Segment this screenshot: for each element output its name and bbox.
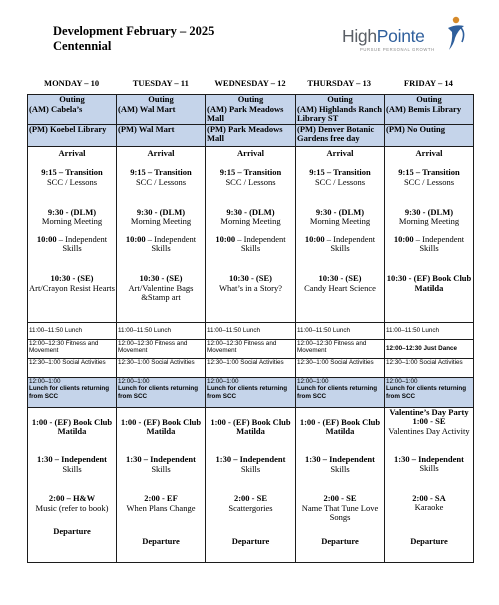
returning-cell bbox=[206, 377, 296, 407]
fitness-cell: 12:00–12:30 Fitness and Movement bbox=[206, 339, 296, 358]
logo-figure-icon bbox=[440, 14, 470, 54]
indep-sub-pm: Skills bbox=[240, 463, 261, 474]
indep-sub-pm: Skills bbox=[62, 463, 82, 474]
dlm-sub: Morning Meeting bbox=[220, 216, 281, 227]
dlm-time: 9:30 - (DLM) bbox=[226, 206, 275, 217]
returning-row bbox=[28, 377, 474, 407]
bookclub-book: Matilda bbox=[57, 426, 87, 437]
day-header-tuesday: TUESDAY – 11 bbox=[132, 78, 189, 88]
lunch-row bbox=[28, 322, 474, 339]
indep-time-pm: 1:30 – Independent bbox=[37, 453, 107, 464]
valentine-text: Valentines Day Activity bbox=[388, 425, 470, 436]
last-text: Music (refer to book) bbox=[35, 502, 109, 513]
lunch-cell: 11:00–11:50 Lunch bbox=[117, 322, 206, 339]
returning-time: 12:00–1:00 bbox=[207, 377, 239, 385]
indep-time: 10:00 bbox=[304, 233, 325, 244]
social-cell: 12:30–1:00 Social Activities bbox=[296, 358, 385, 377]
bookclub-book: Matilda bbox=[325, 426, 355, 437]
am-outing-text: (AM) Wal Mart bbox=[118, 103, 176, 114]
bookclub-book: Matilda bbox=[236, 426, 265, 437]
dlm-sub: Morning Meeting bbox=[41, 216, 103, 227]
transition-sub: SCC / Lessons bbox=[403, 176, 455, 187]
fitness-row bbox=[28, 339, 474, 358]
indep-time: 10:00 bbox=[215, 233, 236, 244]
transition-time: 9:15 – Transition bbox=[41, 167, 103, 178]
day-header-thursday: THURSDAY – 13 bbox=[307, 78, 372, 88]
indep-sub: Skills bbox=[419, 243, 439, 254]
activity-text: Candy Heart Science bbox=[304, 282, 376, 293]
activity-time: 10:30 - (EF) Book Club bbox=[386, 272, 472, 283]
last-time: 2:00 - SE bbox=[323, 493, 357, 504]
activity-extra: Matilda bbox=[414, 282, 444, 293]
transition-time: 9:15 – Transition bbox=[309, 167, 371, 178]
dlm-sub: Morning Meeting bbox=[130, 216, 192, 227]
indep-sub: Skills bbox=[240, 243, 261, 254]
returning-cell bbox=[28, 377, 117, 407]
pm-outing-cell: (PM) Park Meadows Mall bbox=[206, 124, 296, 146]
dlm-time: 9:30 - (DLM) bbox=[315, 206, 365, 217]
returning-time: 12:00–1:00 bbox=[386, 377, 418, 385]
transition-sub: SCC / Lessons bbox=[225, 176, 276, 187]
am-outing-text: (AM) Bemis Library bbox=[386, 103, 462, 114]
returning-cell bbox=[296, 377, 385, 407]
last-text: Name That Tune Love Songs bbox=[301, 502, 379, 523]
arrival-label: Arrival bbox=[415, 147, 443, 158]
indep-sub-pm: Skills bbox=[330, 463, 350, 474]
fitness-cell-friday: 12:00–12:30 Just Dance bbox=[385, 339, 474, 358]
returning-cell bbox=[117, 377, 206, 407]
dlm-sub: Morning Meeting bbox=[309, 216, 371, 227]
outing-label: Outing bbox=[327, 94, 353, 104]
day-header-friday: FRIDAY – 14 bbox=[403, 78, 453, 88]
dlm-sub: Morning Meeting bbox=[398, 216, 460, 227]
transition-sub: SCC / Lessons bbox=[314, 176, 366, 187]
last-time: 2:00 - EF bbox=[144, 493, 178, 504]
am-outing-cell bbox=[296, 95, 385, 125]
logo-tagline: PURSUE PERSONAL GROWTH bbox=[360, 47, 435, 52]
fitness-cell: 12:00–12:30 Fitness and Movement bbox=[117, 339, 206, 358]
activity-text: Art/Crayon Resist Hearts bbox=[29, 282, 115, 293]
indep-time-pm: 1:30 – Independent bbox=[215, 453, 286, 464]
returning-time: 12:00–1:00 bbox=[118, 377, 150, 385]
afternoon-cell-monday bbox=[28, 407, 117, 562]
am-outing-cell bbox=[206, 95, 296, 125]
indep-label: – Independent bbox=[413, 233, 465, 244]
last-text: When Plans Change bbox=[126, 502, 196, 513]
pm-outing-row bbox=[28, 124, 474, 146]
returning-time: 12:00–1:00 bbox=[297, 377, 329, 385]
departure-label: Departure bbox=[53, 526, 91, 537]
arrival-label: Arrival bbox=[147, 147, 175, 158]
indep-time: 10:00 bbox=[393, 233, 414, 244]
transition-sub: SCC / Lessons bbox=[135, 176, 187, 187]
indep-sub-pm: Skills bbox=[419, 463, 439, 474]
logo-wordmark: HighPointe bbox=[342, 26, 425, 46]
activity-time: 10:30 - (SE) bbox=[139, 272, 183, 283]
departure-label: Departure bbox=[321, 535, 359, 546]
dlm-time: 9:30 - (DLM) bbox=[47, 206, 97, 217]
am-outing-row bbox=[28, 95, 474, 125]
day-header-wednesday: WEDNESDAY – 12 bbox=[214, 78, 286, 88]
morning-cell-monday bbox=[28, 146, 117, 322]
indep-label: – Independent bbox=[56, 233, 108, 244]
bookclub-time: 1:00 - (EF) Book Club bbox=[299, 416, 381, 427]
indep-label: – Independent bbox=[235, 233, 286, 244]
transition-time: 9:15 – Transition bbox=[130, 167, 192, 178]
last-time: 2:00 – H&W bbox=[48, 493, 96, 504]
morning-cell-friday bbox=[385, 146, 474, 322]
indep-time-pm: 1:30 – Independent bbox=[394, 453, 464, 464]
afternoon-cell-tuesday bbox=[117, 407, 206, 562]
returning-time: 12:00–1:00 bbox=[29, 377, 61, 385]
day-header-monday: MONDAY – 10 bbox=[44, 78, 100, 88]
activity-text: Art/Valentine Bags &Stamp art bbox=[128, 282, 194, 303]
bookclub-time: 1:00 - (EF) Book Club bbox=[31, 416, 113, 427]
last-time: 2:00 - SE bbox=[233, 493, 268, 504]
transition-sub: SCC / Lessons bbox=[46, 176, 98, 187]
returning-text: Lunch for clients returning from SCC bbox=[297, 385, 378, 400]
morning-cell-tuesday bbox=[117, 146, 206, 322]
arrival-label: Arrival bbox=[58, 147, 86, 158]
pm-outing-cell: (PM) No Outing bbox=[385, 124, 474, 146]
pm-outing-cell: (PM) Koebel Library bbox=[28, 124, 117, 146]
departure-label: Departure bbox=[410, 535, 448, 546]
am-outing-cell bbox=[385, 95, 474, 125]
weekday-header bbox=[27, 78, 473, 88]
am-outing-text: (AM) Cabela’s bbox=[29, 103, 83, 114]
activity-time: 10:30 - (SE) bbox=[318, 272, 362, 283]
social-cell: 12:30–1:00 Social Activities bbox=[206, 358, 296, 377]
returning-text: Lunch for clients returning from SCC bbox=[207, 385, 288, 400]
returning-text: Lunch for clients returning from SCC bbox=[118, 385, 199, 400]
indep-time: 10:00 bbox=[36, 233, 57, 244]
indep-sub-pm: Skills bbox=[151, 463, 171, 474]
am-outing-text: (AM) Highlands Ranch Library ST bbox=[297, 103, 383, 124]
indep-label: – Independent bbox=[324, 233, 376, 244]
schedule-table bbox=[27, 94, 474, 563]
dlm-time: 9:30 - (DLM) bbox=[404, 206, 454, 217]
departure-label: Departure bbox=[231, 536, 270, 547]
bookclub-book: Matilda bbox=[146, 426, 176, 437]
afternoon-cell-wednesday bbox=[206, 407, 296, 562]
fitness-cell: 12:00–12:30 Fitness and Movement bbox=[296, 339, 385, 358]
pm-outing-cell: (PM) Wal Mart bbox=[117, 124, 206, 146]
am-outing-text: (AM) Park Meadows Mall bbox=[207, 103, 284, 124]
afternoon-cell-thursday bbox=[296, 407, 385, 562]
pm-outing-cell: (PM) Denver Botanic Gardens free day bbox=[296, 124, 385, 146]
lunch-cell: 11:00–11:50 Lunch bbox=[385, 322, 474, 339]
lunch-cell: 11:00–11:50 Lunch bbox=[206, 322, 296, 339]
activity-text: What’s in a Story? bbox=[218, 282, 283, 293]
afternoon-row bbox=[28, 407, 474, 562]
arrival-label: Arrival bbox=[326, 147, 354, 158]
arrival-label: Arrival bbox=[237, 147, 264, 158]
outing-label: Outing bbox=[416, 94, 442, 104]
returning-text: Lunch for clients returning from SCC bbox=[386, 385, 467, 400]
social-cell: 12:30–1:00 Social Activities bbox=[385, 358, 474, 377]
indep-sub: Skills bbox=[62, 243, 82, 254]
outing-label: Outing bbox=[59, 94, 85, 104]
lunch-cell: 11:00–11:50 Lunch bbox=[28, 322, 117, 339]
morning-row bbox=[28, 146, 474, 322]
morning-cell-thursday bbox=[296, 146, 385, 322]
highpointe-logo bbox=[340, 14, 470, 58]
returning-text: Lunch for clients returning from SCC bbox=[29, 385, 110, 400]
outing-label: Outing bbox=[148, 94, 174, 104]
bookclub-time: 1:00 - (EF) Book Club bbox=[120, 416, 202, 427]
indep-time-pm: 1:30 – Independent bbox=[305, 453, 375, 464]
indep-sub: Skills bbox=[330, 243, 350, 254]
indep-sub: Skills bbox=[151, 243, 171, 254]
last-time: 2:00 - SA bbox=[412, 492, 446, 503]
indep-time-pm: 1:30 – Independent bbox=[126, 453, 196, 464]
fitness-cell: 12:00–12:30 Fitness and Movement bbox=[28, 339, 117, 358]
indep-time: 10:00 bbox=[125, 233, 146, 244]
departure-label: Departure bbox=[142, 536, 180, 547]
returning-cell bbox=[385, 377, 474, 407]
am-outing-cell bbox=[117, 95, 206, 125]
afternoon-cell-friday bbox=[385, 407, 474, 562]
social-row bbox=[28, 358, 474, 377]
dlm-time: 9:30 - (DLM) bbox=[136, 206, 186, 217]
document-title bbox=[53, 24, 214, 54]
indep-label: – Independent bbox=[145, 233, 197, 244]
am-outing-cell bbox=[28, 95, 117, 125]
valentine-time: 1:00 - SE bbox=[412, 416, 446, 427]
lunch-cell: 11:00–11:50 Lunch bbox=[296, 322, 385, 339]
transition-time: 9:15 – Transition bbox=[398, 167, 460, 178]
outing-label: Outing bbox=[237, 94, 264, 104]
valentine-title: Valentine’s Day Party bbox=[389, 406, 469, 417]
title-line-1: Development February – 2025 bbox=[53, 24, 215, 38]
last-text: Scattergories bbox=[228, 502, 273, 513]
transition-time: 9:15 – Transition bbox=[219, 167, 282, 178]
social-cell: 12:30–1:00 Social Activities bbox=[117, 358, 206, 377]
bookclub-time: 1:00 - (EF) Book Club bbox=[210, 416, 291, 427]
title-line-2: Centennial bbox=[53, 39, 112, 53]
activity-time: 10:30 - (SE) bbox=[50, 272, 94, 283]
morning-cell-wednesday bbox=[206, 146, 296, 322]
last-text: Karaoke bbox=[414, 502, 444, 513]
social-cell: 12:30–1:00 Social Activities bbox=[28, 358, 117, 377]
activity-time: 10:30 - (SE) bbox=[229, 272, 272, 283]
